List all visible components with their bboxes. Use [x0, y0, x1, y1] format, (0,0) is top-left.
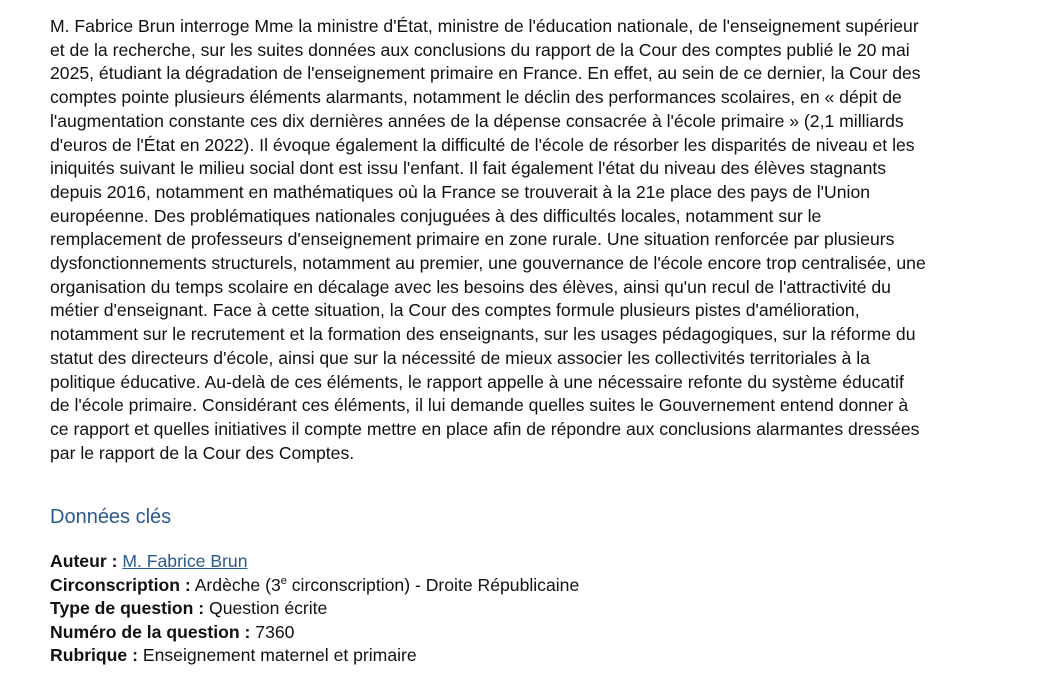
circonscription-value: Ardèche (3e circonscription) - Droite Républicaine [194, 574, 580, 595]
author-link[interactable]: M. Fabrice Brun [122, 551, 248, 571]
rubrique-value: Enseignement maternel et primaire [142, 645, 417, 665]
number-label: Numéro de la question : [50, 621, 251, 642]
key-data-type [50, 597, 579, 621]
type-label: Type de question : [50, 598, 205, 618]
question-text: M. Fabrice Brun interroge Mme la ministre d'État, ministre de l'éducation nationale, de l'enseignement supérieur et de la recherche, sur les suites données aux conclusions du rapport de la Cour des comptes publié le 20 mai 2025, étudiant la dégradation de l'enseignement primaire en France. En effet, au sein de ce dernier, la Cour des comptes pointe plusieurs éléments alarmants, notamment le déclin des performances scolaires, en « dépit de l'augmentation constante ces dix dernières années de la dépense consacrée à l'école primaire » (2,1 milliards d'euros de l'État en 2022). Il évoque également la difficulté de l'école de résorber les disparités de niveau et les iniquités suivant le milieu social dont est issu l'enfant. Il fait également l'état du niveau des élèves stagnants depuis 2016, notamment en mathématiques où la France se trouverait à la 21e place des pays de l'Union européenne. Des problématiques nationales conjuguées à des difficultés locales, notamment sur le remplacement de professeurs d'enseignement primaire en zone rurale. Une situation renforcée par plusieurs dysfonctionnements structurels, notamment au premier, une gouvernance de l'école encore trop centralisée, une organisation du temps scolaire en décalage avec les besoins des élèves, ainsi qu'un recul de l'attractivité du métier d'enseignant. Face à cette situation, la Cour des comptes formule plusieurs pistes d'amélioration, notamment sur le recrutement et la formation des enseignants, sur les usages pédagogiques, sur la réforme du statut des directeurs d'école, ainsi que sur la nécessité de mieux associer les collectivités territoriales à la politique éducative. Au-delà de ces éléments, le rapport appelle à une nécessaire refonte du système éducatif de l'école primaire. Considérant ces éléments, il lui demande quelles suites le Gouvernement entend donner à ce rapport et quelles initiatives il compte mettre en place afin de répondre aux conclusions alarmantes dressées par le rapport de la Cour des Comptes. [50, 16, 926, 463]
number-value: 7360 [255, 621, 295, 642]
type-value: Question écrite [209, 598, 328, 618]
circonscription-label: Circonscription : [50, 574, 191, 595]
key-data-list [50, 550, 579, 668]
question-page [50, 0, 1010, 665]
author-label: Auteur : [50, 551, 118, 571]
rubrique-label: Rubrique : [50, 645, 138, 665]
key-data-rubrique [50, 644, 579, 668]
section-title-key-data: Données clés [50, 506, 172, 528]
key-data-number [50, 621, 579, 645]
key-data-author [50, 550, 579, 574]
key-data-circonscription [50, 574, 579, 598]
